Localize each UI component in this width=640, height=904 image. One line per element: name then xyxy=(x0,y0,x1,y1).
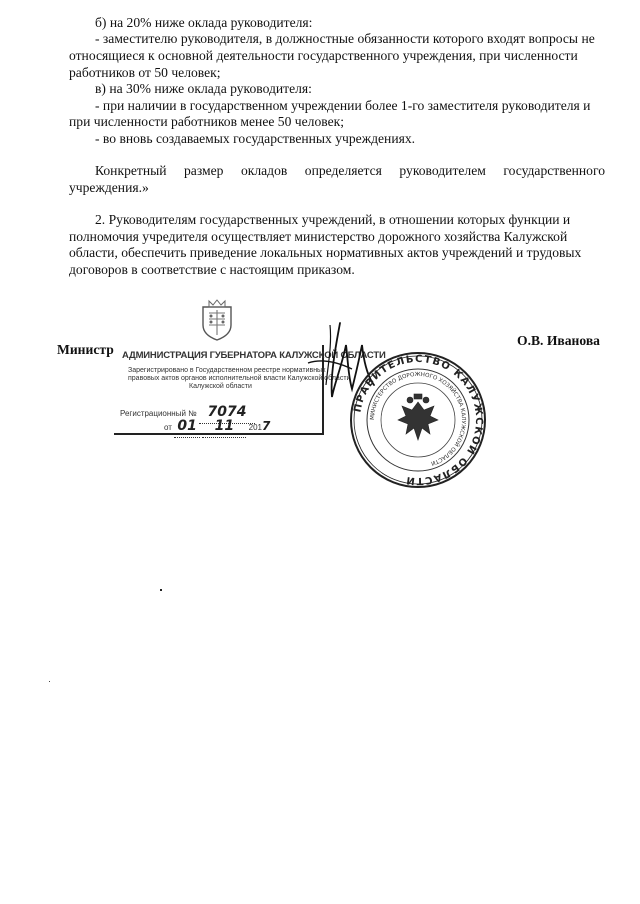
text-line: б) на 20% ниже оклада руководителя: xyxy=(95,15,313,30)
text-line: - во вновь создаваемых государственных учреждениях. xyxy=(95,131,416,146)
svg-text:ПРАВИТЕЛЬСТВО КАЛУЖСКОЙ ОБЛАСТ: ПРАВИТЕЛЬСТВО КАЛУЖСКОЙ ОБЛАСТИ xyxy=(352,353,485,487)
text-line: при численности работников менее 50 человек; xyxy=(69,114,344,129)
registration-number: 7074 xyxy=(207,404,247,420)
text-line: - при наличии в государственном учреждении более 1-го заместителя руководителя и xyxy=(95,98,591,113)
registration-date-row xyxy=(164,418,270,438)
stamp-text: Зарегистрировано в Государственном реестре нормативных xyxy=(128,367,326,374)
stamp-text: правовых актов органов исполнительной власти Калужской области xyxy=(128,375,351,382)
svg-text:МИНИСТЕРСТВО ДОРОЖНОГО ХОЗЯЙСТ: МИНИСТЕРСТВО ДОРОЖНОГО ХОЗЯЙСТВА КАЛУЖСКОЙ ОБЛАСТИ xyxy=(369,371,467,466)
position-title: Министр xyxy=(57,342,114,357)
scan-speck xyxy=(49,681,50,682)
text-line: Конкретный размер окладов определяется руководителем государственного xyxy=(95,163,605,178)
text-line: области, обеспечить приведение локальных нормативных актов учреждений и трудовых xyxy=(69,245,582,260)
stamp-text: Калужской области xyxy=(189,383,252,390)
date-year-prefix: 201 xyxy=(248,423,262,432)
date-year-suffix: 7 xyxy=(262,419,271,433)
text-line: 2. Руководителям государственных учреждений, в отношении которых функции и xyxy=(95,212,571,227)
official-seal xyxy=(348,350,488,490)
registration-label: Регистрационный № xyxy=(120,409,197,418)
coat-of-arms-icon xyxy=(197,297,237,343)
date-day: 01 xyxy=(177,418,197,434)
text-line: относящиеся к основной деятельности государственного учреждения, при численности xyxy=(69,48,578,63)
date-prefix: от xyxy=(164,423,172,432)
text-line: договоров в соответствие с настоящим приказом. xyxy=(69,262,355,277)
text-line: учреждения.» xyxy=(69,180,149,195)
text-line: полномочия учредителя осуществляет министерство дорожного хозяйства Калужской xyxy=(69,229,568,244)
text-line: - заместителю руководителя, в должностные обязанности которого входят вопросы не xyxy=(95,31,595,46)
text-line: работников от 50 человек; xyxy=(69,65,221,80)
scan-speck xyxy=(160,589,162,591)
signatory-name: О.В. Иванова xyxy=(517,333,600,348)
date-month: 11 xyxy=(214,418,235,434)
text-line: в) на 30% ниже оклада руководителя: xyxy=(95,81,312,96)
stamp-title: АДМИНИСТРАЦИЯ ГУБЕРНАТОРА КАЛУЖСКОЙ ОБЛАСТИ xyxy=(122,350,386,361)
